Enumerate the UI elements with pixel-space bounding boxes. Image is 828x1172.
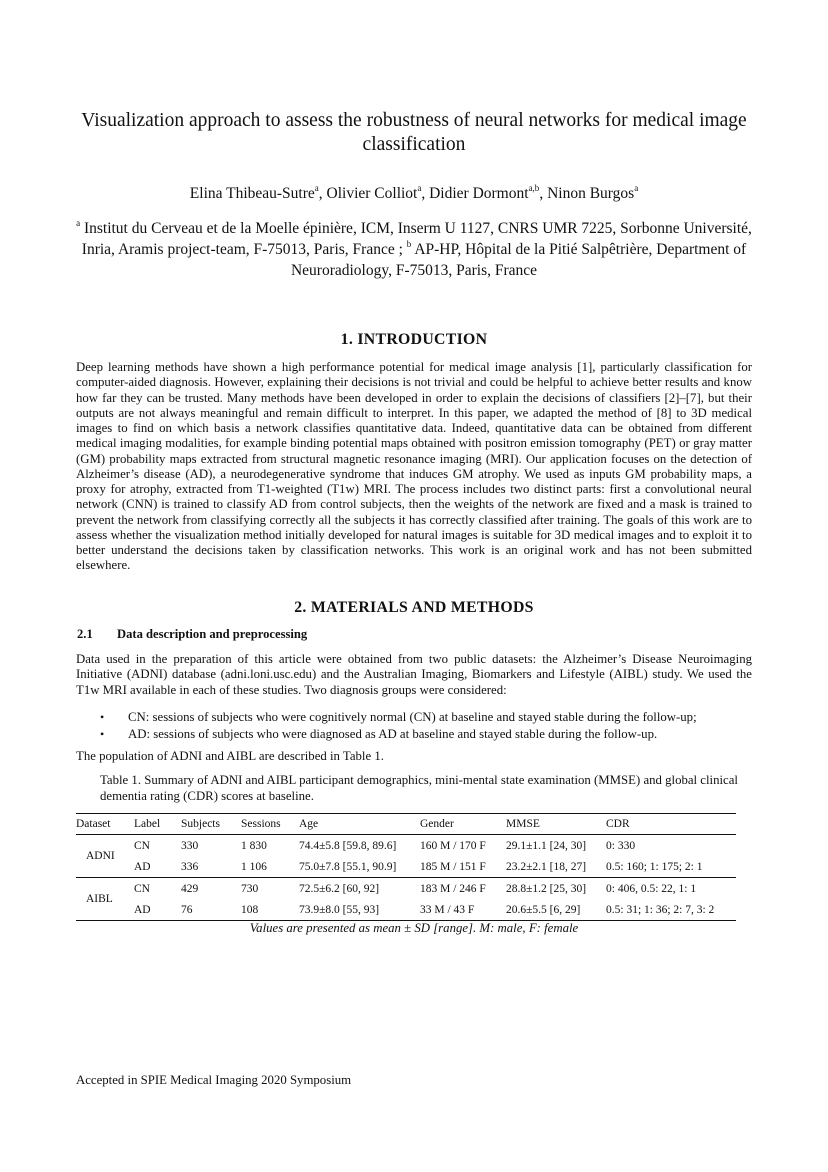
column-header: MMSE [506, 814, 606, 835]
table-cell: 160 M / 170 F [420, 839, 486, 852]
table-caption: Table 1. Summary of ADNI and AIBL participant demographics, mini-mental state examination (MMSE) and global clinical dementia rating (CDR) scores at baseline. [100, 773, 738, 803]
author-name: Ninon Burgos [547, 185, 635, 202]
table-cell: 29.1±1.1 [24, 30] [506, 839, 587, 852]
author-affil-mark: a [634, 182, 639, 193]
table-cell: 23.2±2.1 [18, 27] [506, 856, 606, 878]
author-affil-mark: a,b [528, 182, 540, 193]
table-cell: 74.4±5.8 [59.8, 89.6] [299, 839, 397, 852]
demographics-table [76, 813, 736, 921]
table-row [76, 856, 736, 878]
introduction-paragraph: Deep learning methods have shown a high performance potential for medical image analysis [1], particularly classification for computer-aided diagnosis. However, explaining their decisions is not trivial and could be helpful to achieve better results and know how far they can be trusted. Many methods have been developed in order to explain the decisions of classifiers [2]–[7], but their outputs are not always meaningful and remain difficult to interpret. In this paper, we adapted the method of [8] to 3D medical images to find on which basis a network classifies quantitative data. Indeed, quantitative data can be obtained from different medical imaging modalities, for example binding potential maps obtained with positron emission tomography (PET) or gray matter (GM) probability maps extracted from structural magnetic resonance imaging (MRI). Our application focuses on the detection of Alzheimer’s disease (AD), a neurodegenerative syndrome that induces GM atrophy. We used as inputs GM probability maps, a proxy for atrophy, extracted from T1-weighted (T1w) MRI. The process includes two distinct parts: first a convolutional neural network (CNN) is trained to classify AD from control subjects, then the weights of the network are fixed and a mask is trained to prevent the network from classifying correctly all the subjects it has correctly classified after training. The goals of this work are to assess whether the visualization method initially developed for natural images is suitable for 3D medical images and to exploit it to better understand the decisions taken by classification networks. This work is an original work and has not been submitted elsewhere. [76, 360, 752, 573]
list-item: • AD: sessions of subjects who were diagnosed as AD at baseline and stayed stable during the follow-up. [100, 726, 760, 743]
author-name: Didier Dormont [429, 185, 529, 202]
data-description-paragraph: Data used in the preparation of this article were obtained from two public datasets: the Alzheimer’s Disease Neuroimaging Initiative (ADNI) database (adni.loni.usc.edu) and the Australian Imaging, Biomarkers and Lifestyle (AIBL) study. We used the T1w MRI available in each of these studies. Two diagnosis groups were considered: [76, 652, 752, 697]
table-cell: 185 M / 151 F [420, 856, 506, 878]
page-footer: Accepted in SPIE Medical Imaging 2020 Symposium [76, 1073, 352, 1087]
paper-title: Visualization approach to assess the robustness of neural networks for medical image classification [81, 110, 747, 155]
table-row [76, 899, 736, 921]
subsection-heading [77, 627, 307, 642]
table-cell: AD [124, 899, 181, 921]
diagnosis-group-list [100, 709, 760, 743]
author-affil-mark: a [314, 182, 319, 193]
table-cell: 336 [181, 856, 241, 878]
table-cell: 75.0±7.8 [55.1, 90.9] [299, 856, 420, 878]
author-list: Elina Thibeau-Sutre$^a$, Olivier Colliot$^a$, Didier Dormont$^{a,b}$, Ninon Burgos$^a$ [189, 182, 639, 202]
table-cell: 730 [241, 882, 259, 895]
subsection-title: Data description and preprocessing [117, 627, 308, 641]
column-header: Label [124, 814, 181, 835]
subsection-number: 2.1 [77, 627, 93, 641]
affiliations: $^a$ Institut du Cerveau et de la Moelle épinière, ICM, Inserm U 1127, CNRS UMR 7225, Sorbonne Université, Inria, Aramis project-team, F-75013, Paris, France ; $^b$ AP-HP, Hôpital de la Pitié Salpêtrière, Department of Neuroradiology, F-75013, Paris, France [76, 217, 752, 279]
author-name: Elina Thibeau-Sutre [189, 185, 315, 202]
column-header: Sessions [241, 814, 299, 835]
table-cell: 72.5±6.2 [60, 92] [299, 882, 380, 895]
table-cell: 76 [181, 899, 241, 921]
table-cell: 1 106 [241, 856, 299, 878]
list-item: • CN: sessions of subjects who were cognitively normal (CN) at baseline and stayed stable during the follow-up; [100, 709, 760, 726]
column-header: Dataset [76, 814, 124, 835]
table-cell: 28.8±1.2 [25, 30] [506, 882, 587, 895]
author-name: Olivier Colliot [326, 185, 418, 202]
table-cell: 33 M / 43 F [420, 899, 506, 921]
table-cell: 330 [181, 839, 199, 852]
column-header: CDR [606, 814, 736, 835]
section-heading-introduction: 1. INTRODUCTION [340, 331, 488, 348]
population-sentence: The population of ADNI and AIBL are described in Table 1. [76, 749, 384, 763]
table-header-row [76, 814, 736, 835]
table-cell: 1 830 [241, 839, 267, 852]
table-cell: CN [134, 882, 150, 895]
table-cell: 0.5: 31; 1: 36; 2: 7, 3: 2 [606, 899, 736, 921]
table-cell: 108 [241, 899, 299, 921]
table-row [76, 878, 736, 900]
column-header: Gender [420, 814, 506, 835]
table-cell: 20.6±5.5 [6, 29] [506, 899, 606, 921]
table-row [76, 835, 736, 857]
table-cell: 183 M / 246 F [420, 882, 486, 895]
dataset-cell: ADNI [76, 835, 124, 878]
table-cell: 73.9±8.0 [55, 93] [299, 899, 420, 921]
table-note: Values are presented as mean ± SD [range]. M: male, F: female [249, 921, 579, 935]
table-cell: 0: 330 [606, 839, 636, 852]
table-cell: CN [134, 839, 150, 852]
table-cell: 0.5: 160; 1: 175; 2: 1 [606, 856, 736, 878]
table-cell: AD [124, 856, 181, 878]
table-cell: 0: 406, 0.5: 22, 1: 1 [606, 882, 697, 895]
column-header: Subjects [181, 814, 241, 835]
author-affil-mark: a [417, 182, 422, 193]
table-cell: 429 [181, 882, 199, 895]
section-heading-methods: 2. MATERIALS AND METHODS [294, 599, 534, 616]
dataset-cell: AIBL [76, 878, 124, 921]
column-header: Age [299, 814, 420, 835]
